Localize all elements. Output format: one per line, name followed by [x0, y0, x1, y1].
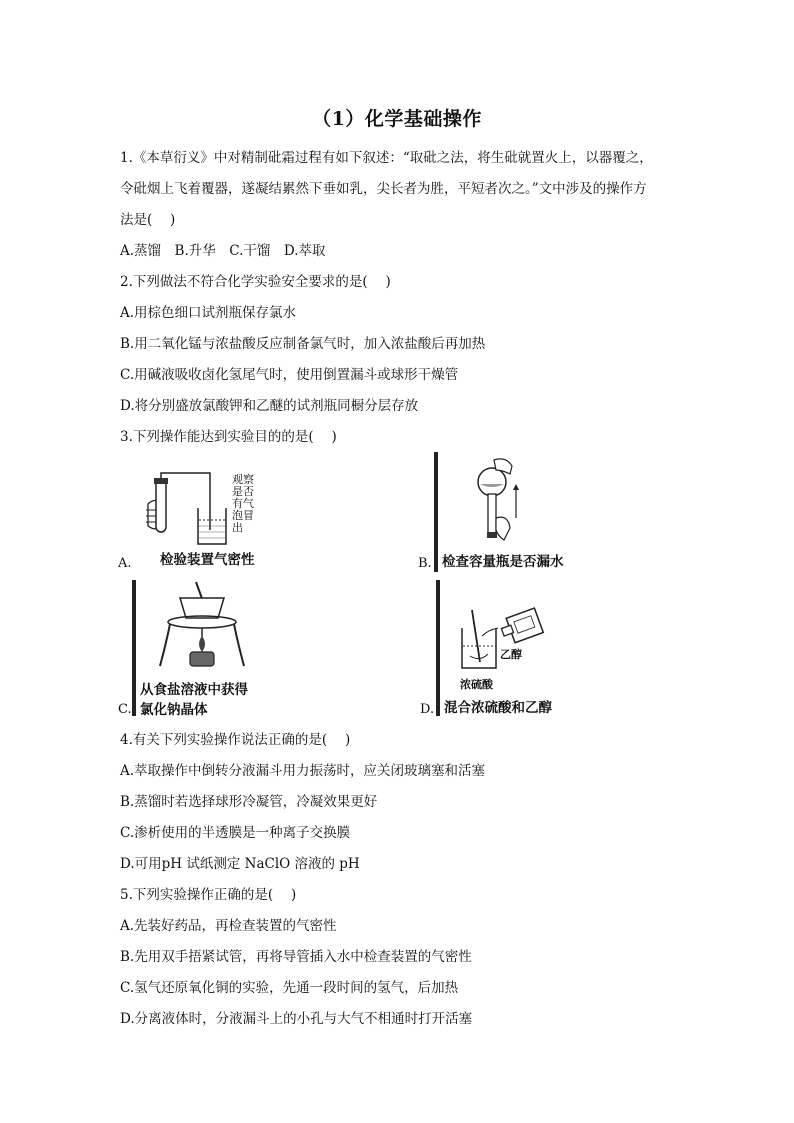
- q4-option-a: A.萃取操作中倒转分液漏斗用力振荡时，应关闭玻璃塞和活塞: [120, 763, 486, 779]
- q3-fig-a-caption: 检验装置气密性: [160, 552, 255, 568]
- q2-option-a: A.用棕色细口试剂瓶保存氯水: [120, 305, 297, 321]
- q2-option-b: B.用二氧化锰与浓盐酸反应制备氯气时，加入浓盐酸后再加热: [120, 336, 486, 352]
- q3-fig-b-bar: [434, 452, 438, 572]
- q3-fig-a-note: 观察是否有气泡冒出: [232, 473, 254, 534]
- q3-fig-c-caption-line2: 氯化钠晶体: [140, 702, 208, 718]
- q3-fig-b-caption: 检查容量瓶是否漏水: [442, 554, 564, 570]
- q4-option-c: C.渗析使用的半透膜是一种离子交换膜: [120, 825, 351, 841]
- q3-fig-b-volumetric-flask: [470, 456, 530, 546]
- q3-fig-a-label: A.: [118, 556, 132, 571]
- q5-option-d: D.分离液体时，分液漏斗上的小孔与大气不相通时打开活塞: [120, 1011, 473, 1027]
- q3-fig-c-caption-line1: 从食盐溶液中获得: [140, 682, 248, 698]
- q4-stem: 4.有关下列实验操作说法正确的是( ): [120, 732, 351, 748]
- q3-fig-c-crucible-on-tripod: [152, 580, 252, 672]
- q5-stem: 5.下列实验操作正确的是( ): [120, 887, 297, 903]
- q3-fig-d-reagent-sulfuric-acid: 浓硫酸: [460, 678, 493, 691]
- q1-options: A.蒸馏 B.升华 C.干馏 D.萃取: [120, 243, 326, 259]
- q3-fig-d-beaker-and-bottle: [456, 606, 548, 680]
- q4-option-b: B.蒸馏时若选择球形冷凝管，冷凝效果更好: [120, 794, 378, 810]
- q3-fig-c-bar: [132, 580, 136, 716]
- q5-option-c: C.氢气还原氧化铜的实验，先通一段时间的氢气，后加热: [120, 980, 459, 996]
- q2-stem: 2.下列做法不符合化学实验安全要求的是( ): [120, 274, 391, 290]
- q2-option-c: C.用碱液吸收卤化氢尾气时，使用倒置漏斗或球形干燥管: [120, 367, 459, 383]
- q3-fig-c-label: C.: [118, 702, 132, 717]
- q1-stem-line2: 令砒烟上飞着覆器，遂凝结累然下垂如乳，尖长者为胜，平短者次之。”文中涉及的操作方: [120, 181, 647, 197]
- q5-option-b: B.先用双手捂紧试管，再将导管插入水中检查装置的气密性: [120, 949, 472, 965]
- q5-option-a: A.先装好药品，再检查装置的气密性: [120, 918, 337, 934]
- q1-stem-line1: 1.《本草衍义》中对精制砒霜过程有如下叙述：“取砒之法，将生砒就置火上，以器覆之，: [120, 150, 653, 166]
- q1-stem-line3: 法是( ): [120, 212, 176, 228]
- q3-fig-d-bar: [436, 580, 440, 716]
- page-title: （1）化学基础操作: [312, 108, 482, 130]
- q3-fig-d-label: D.: [420, 702, 435, 717]
- q3-fig-d-caption: 混合浓硫酸和乙醇: [444, 700, 552, 716]
- q3-fig-a-apparatus: [140, 472, 235, 552]
- q3-fig-d-reagent-ethanol: 乙醇: [500, 648, 522, 661]
- q4-option-d: D.可用pH 试纸测定 NaClO 溶液的 pH: [120, 856, 360, 872]
- q3-fig-b-label: B.: [418, 556, 432, 571]
- q3-stem: 3.下列操作能达到实验目的的是( ): [120, 429, 337, 445]
- q2-option-d: D.将分别盛放氯酸钾和乙醚的试剂瓶同橱分层存放: [120, 398, 419, 414]
